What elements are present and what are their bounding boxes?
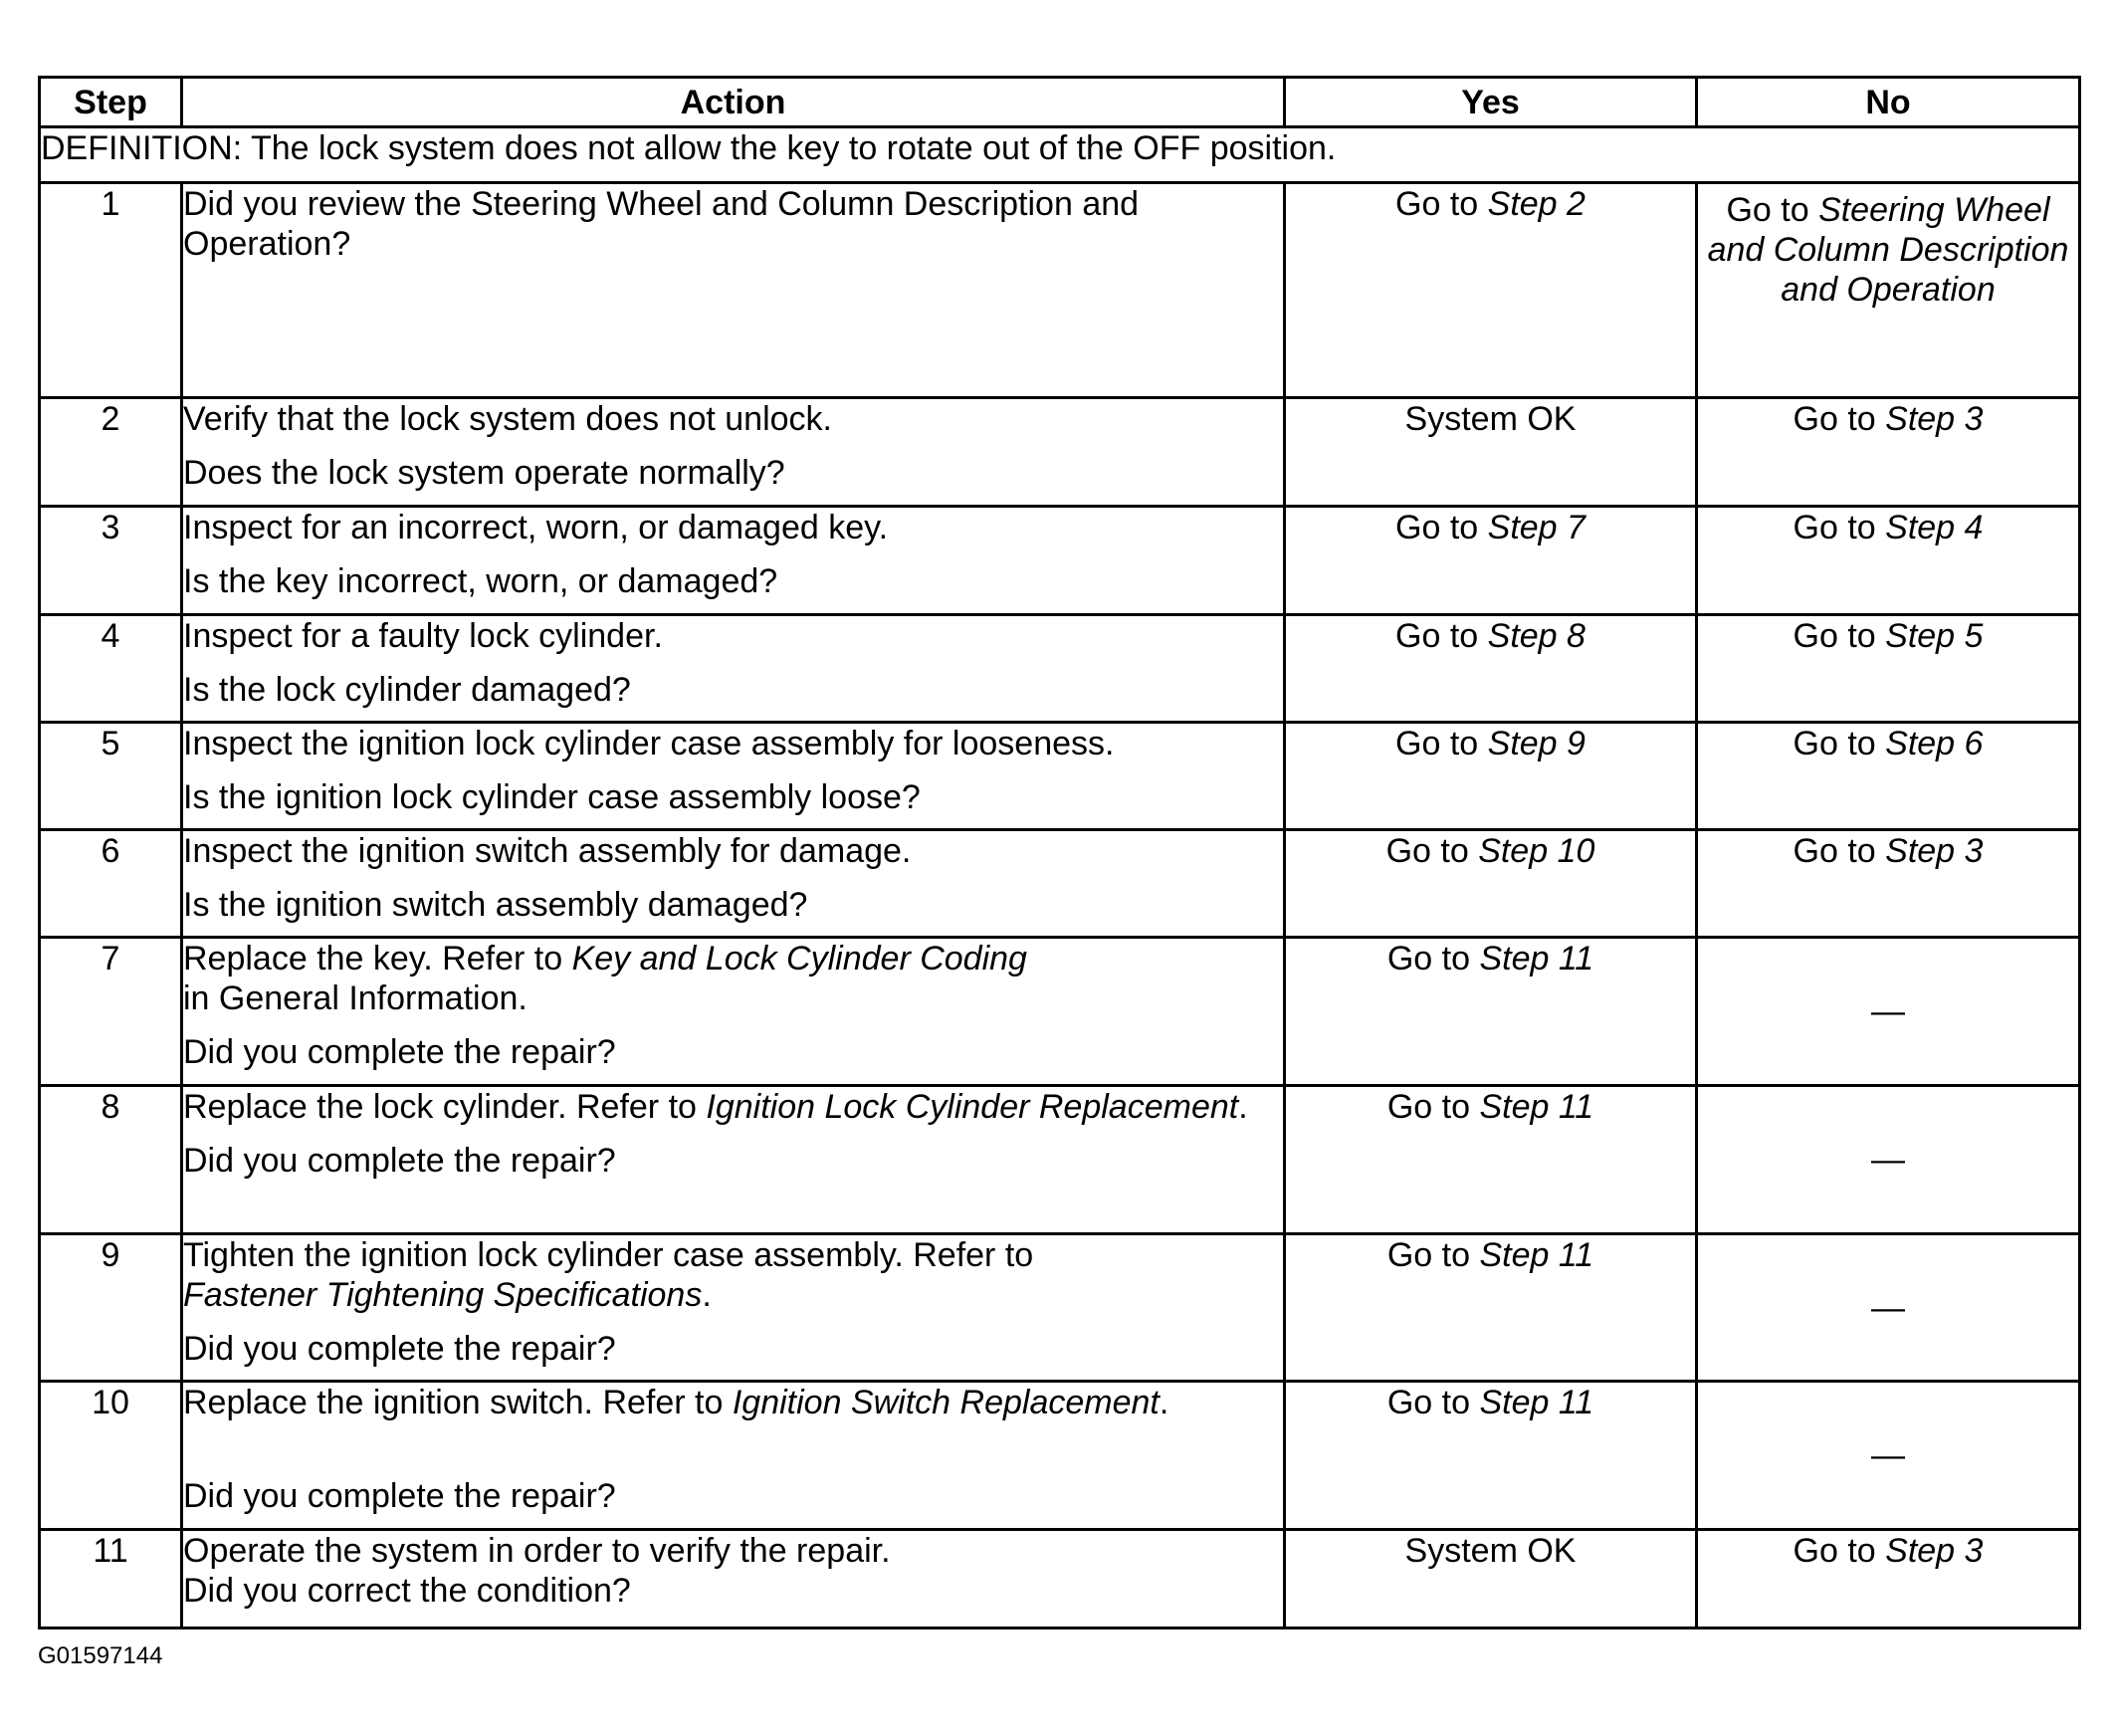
yes-reference: Step 7 <box>1487 509 1586 546</box>
yes-prefix: Go to <box>1386 940 1480 977</box>
yes-reference: Step 9 <box>1487 725 1586 762</box>
no-cell <box>1697 507 2080 615</box>
action-instruction: Operate the system in order to verify the repair. <box>183 1532 891 1570</box>
action-cell <box>182 1530 1285 1628</box>
definition-text: DEFINITION: The lock system does not allow the key to rotate out of the OFF position. <box>40 127 2080 183</box>
no-cell: — <box>1697 1086 2080 1234</box>
yes-cell <box>1285 507 1697 615</box>
diagnostic-table <box>38 76 2081 1629</box>
action-suffix: in General Information. <box>183 979 528 1017</box>
yes-prefix: Go to <box>1395 509 1488 546</box>
action-question: Is the key incorrect, worn, or damaged? <box>183 562 778 600</box>
no-reference: Step 3 <box>1885 1532 1984 1570</box>
yes-cell <box>1285 830 1697 938</box>
yes-cell: System OK <box>1285 1530 1697 1628</box>
action-prefix: Replace the key. Refer to <box>183 940 572 977</box>
yes-prefix: Go to <box>1386 1088 1480 1126</box>
yes-prefix: Go to <box>1395 185 1488 223</box>
action-suffix: . <box>702 1276 712 1314</box>
table-row <box>40 398 2080 507</box>
no-cell <box>1697 398 2080 507</box>
step-number: 4 <box>40 615 182 723</box>
action-reference: Fastener Tightening Specifications <box>183 1276 703 1314</box>
yes-cell <box>1285 723 1697 830</box>
action-cell <box>182 507 1285 615</box>
yes-reference: Step 2 <box>1487 185 1586 223</box>
step-number: 2 <box>40 398 182 507</box>
action-cell <box>182 938 1285 1086</box>
action-instruction: Inspect the ignition switch assembly for damage. <box>183 832 912 870</box>
step-number: 6 <box>40 830 182 938</box>
table-row <box>40 507 2080 615</box>
action-prefix: Replace the ignition switch. Refer to <box>183 1384 733 1421</box>
action-cell <box>182 1382 1285 1530</box>
yes-reference: Step 11 <box>1479 1384 1594 1421</box>
action-question: Did you correct the condition? <box>183 1572 631 1610</box>
no-cell <box>1697 183 2080 398</box>
no-cell <box>1697 1530 2080 1628</box>
no-prefix: Go to <box>1793 400 1886 438</box>
no-cell: — <box>1697 1382 2080 1530</box>
action-question: Did you complete the repair? <box>183 1142 616 1180</box>
yes-prefix: Go to <box>1395 725 1488 762</box>
action-cell <box>182 1234 1285 1382</box>
action-prefix: Replace the lock cylinder. Refer to <box>183 1088 707 1126</box>
action-instruction: Inspect for a faulty lock cylinder. <box>183 617 663 655</box>
action-cell <box>182 1086 1285 1234</box>
yes-cell <box>1285 615 1697 723</box>
yes-reference: Step 8 <box>1487 617 1586 655</box>
yes-cell <box>1285 183 1697 398</box>
table-row <box>40 183 2080 398</box>
no-prefix: Go to <box>1726 191 1819 229</box>
action-question: Did you complete the repair? <box>183 1477 616 1515</box>
action-text: Did you review the Steering Wheel and Column Description and Operation? <box>183 185 1140 263</box>
header-action: Action <box>182 78 1285 127</box>
yes-cell <box>1285 938 1697 1086</box>
action-cell <box>182 183 1285 398</box>
yes-reference: Step 11 <box>1479 1236 1594 1274</box>
action-question: Is the ignition switch assembly damaged? <box>183 886 808 924</box>
action-question: Did you complete the repair? <box>183 1330 616 1368</box>
no-cell <box>1697 830 2080 938</box>
header-row <box>40 78 2080 127</box>
table-row <box>40 830 2080 938</box>
table-row <box>40 1234 2080 1382</box>
step-number: 11 <box>40 1530 182 1628</box>
action-cell <box>182 615 1285 723</box>
action-suffix: . <box>1238 1088 1248 1126</box>
action-suffix: . <box>1159 1384 1169 1421</box>
yes-prefix: Go to <box>1386 1384 1480 1421</box>
yes-reference: Step 10 <box>1478 832 1595 870</box>
no-reference: Step 3 <box>1885 400 1984 438</box>
action-instruction: Inspect for an incorrect, worn, or damaged key. <box>183 509 889 546</box>
no-prefix: Go to <box>1793 725 1886 762</box>
yes-reference: Step 11 <box>1479 940 1594 977</box>
no-prefix: Go to <box>1793 832 1886 870</box>
header-yes: Yes <box>1285 78 1697 127</box>
yes-cell <box>1285 1086 1697 1234</box>
table-row <box>40 1530 2080 1628</box>
action-question: Is the lock cylinder damaged? <box>183 671 631 709</box>
action-reference: Ignition Switch Replacement <box>732 1384 1160 1421</box>
step-number: 9 <box>40 1234 182 1382</box>
action-instruction: Verify that the lock system does not unlock. <box>183 400 832 438</box>
step-number: 5 <box>40 723 182 830</box>
no-reference: Steering Wheel and Column Description and Operation <box>1707 191 2069 309</box>
no-reference: Step 3 <box>1885 832 1984 870</box>
yes-prefix: Go to <box>1385 832 1479 870</box>
yes-cell: System OK <box>1285 398 1697 507</box>
table-row <box>40 938 2080 1086</box>
no-cell <box>1697 723 2080 830</box>
step-number: 10 <box>40 1382 182 1530</box>
action-instruction <box>183 1235 1283 1315</box>
action-reference: Ignition Lock Cylinder Replacement <box>706 1088 1239 1126</box>
action-question: Does the lock system operate normally? <box>183 454 785 492</box>
action-reference: Key and Lock Cylinder Coding <box>571 940 1027 977</box>
no-reference: Step 6 <box>1885 725 1984 762</box>
no-cell: — <box>1697 1234 2080 1382</box>
no-prefix: Go to <box>1793 617 1886 655</box>
action-prefix: Tighten the ignition lock cylinder case assembly. Refer to <box>183 1236 1034 1274</box>
action-instruction <box>183 1087 1283 1127</box>
table-row <box>40 723 2080 830</box>
no-prefix: Go to <box>1793 1532 1886 1570</box>
no-prefix: Go to <box>1793 509 1886 546</box>
action-question: Is the ignition lock cylinder case assembly loose? <box>183 778 921 816</box>
table-row <box>40 1382 2080 1530</box>
figure-code: G01597144 <box>38 1642 163 1669</box>
yes-prefix: Go to <box>1395 617 1488 655</box>
no-reference: Step 4 <box>1885 509 1984 546</box>
table-row <box>40 615 2080 723</box>
definition-row <box>40 127 2080 183</box>
no-cell <box>1697 615 2080 723</box>
yes-reference: Step 11 <box>1479 1088 1594 1126</box>
action-instruction <box>183 939 1283 1018</box>
step-number: 1 <box>40 183 182 398</box>
yes-cell <box>1285 1234 1697 1382</box>
no-cell: — <box>1697 938 2080 1086</box>
action-cell <box>182 398 1285 507</box>
action-question: Did you complete the repair? <box>183 1033 616 1071</box>
header-step: Step <box>40 78 182 127</box>
step-number: 8 <box>40 1086 182 1234</box>
action-cell <box>182 830 1285 938</box>
table-row <box>40 1086 2080 1234</box>
action-instruction: Inspect the ignition lock cylinder case assembly for looseness. <box>183 725 1115 762</box>
yes-cell <box>1285 1382 1697 1530</box>
no-reference: Step 5 <box>1885 617 1984 655</box>
step-number: 3 <box>40 507 182 615</box>
step-number: 7 <box>40 938 182 1086</box>
action-instruction <box>183 1383 1283 1422</box>
action-cell <box>182 723 1285 830</box>
yes-prefix: Go to <box>1386 1236 1480 1274</box>
header-no: No <box>1697 78 2080 127</box>
